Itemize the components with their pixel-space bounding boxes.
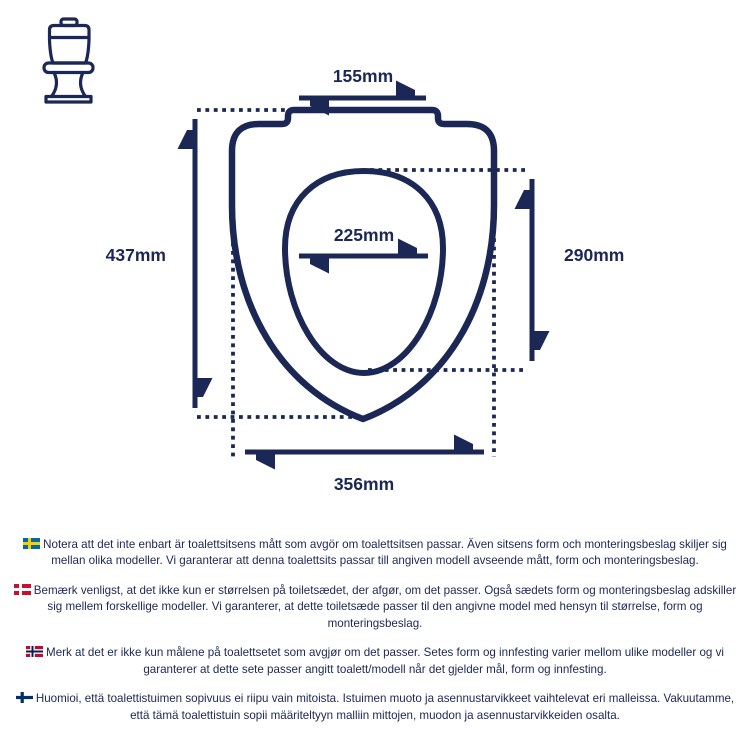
- seat-inner-opening: [285, 171, 443, 373]
- toilet-icon-bowl-left: [52, 73, 57, 97]
- toilet-icon: [44, 19, 93, 102]
- toilet-icon-base: [46, 97, 91, 103]
- label-hinge-width: 155mm: [332, 66, 394, 86]
- note-danish: [13, 583, 737, 632]
- finland-flag-icon: [16, 692, 33, 703]
- toilet-icon-bowl-right: [81, 73, 86, 97]
- dotted-guides: [197, 110, 527, 457]
- label-seat-width: 356mm: [333, 474, 395, 494]
- toilet-icon-seat: [44, 63, 93, 73]
- dimension-arrows: [195, 98, 532, 452]
- note-text: Huomioi, että toalettistuimen sopivuus ei riipu vain mitoista. Istuimen muoto ja asennustarvikkeet vaihtelevat eri malleissa. Vakuutamme, että tämä toalettistuin sopii määriteltyyn malliin mittojen, muodon ja asennustarvikkeiden osalta.: [35, 692, 735, 722]
- note-text: Bemærk venligst, at det ikke kun er størrelsen på toiletsædet, der afgør, om det passer. Også sædets form og monteringsbeslag adskiller sig mellem forskellige modeller. Vi garanterer, at dette toiletsæde passer til den angivne model med hensyn til størrelse, form og monteringsbeslag.: [33, 583, 737, 630]
- note-text: Merk at det er ikke kun målene på toalettsetet som avgjør om det passer. Setes form og innfesting varier mellom ulike modeller og vi garanterer at dette sete passer angitt toalett/modell når det gjelder mål, form og innfesting.: [46, 646, 724, 676]
- sweden-flag-icon: [23, 538, 40, 549]
- note-finnish: [13, 691, 737, 724]
- label-seat-length: 437mm: [105, 245, 166, 265]
- denmark-flag-icon: [14, 584, 31, 595]
- label-inner-length: 290mm: [564, 245, 625, 265]
- fit-notes: [13, 537, 737, 737]
- label-inner-width: 225mm: [333, 225, 395, 245]
- norway-flag-icon: [26, 646, 43, 657]
- note-swedish: [13, 537, 737, 570]
- toilet-icon-tank: [50, 26, 90, 64]
- note-norwegian: [13, 645, 737, 678]
- note-text: Notera att det inte enbart är toalettsitsens mått som avgör om toalettsitsen passar. Även sitsens form och monteringsbeslag skiljer sig mellan olika modeller. Vi garanterar att denna toalettsits passar till angiven modell avseende mått, form och monteringsbeslag.: [43, 538, 727, 568]
